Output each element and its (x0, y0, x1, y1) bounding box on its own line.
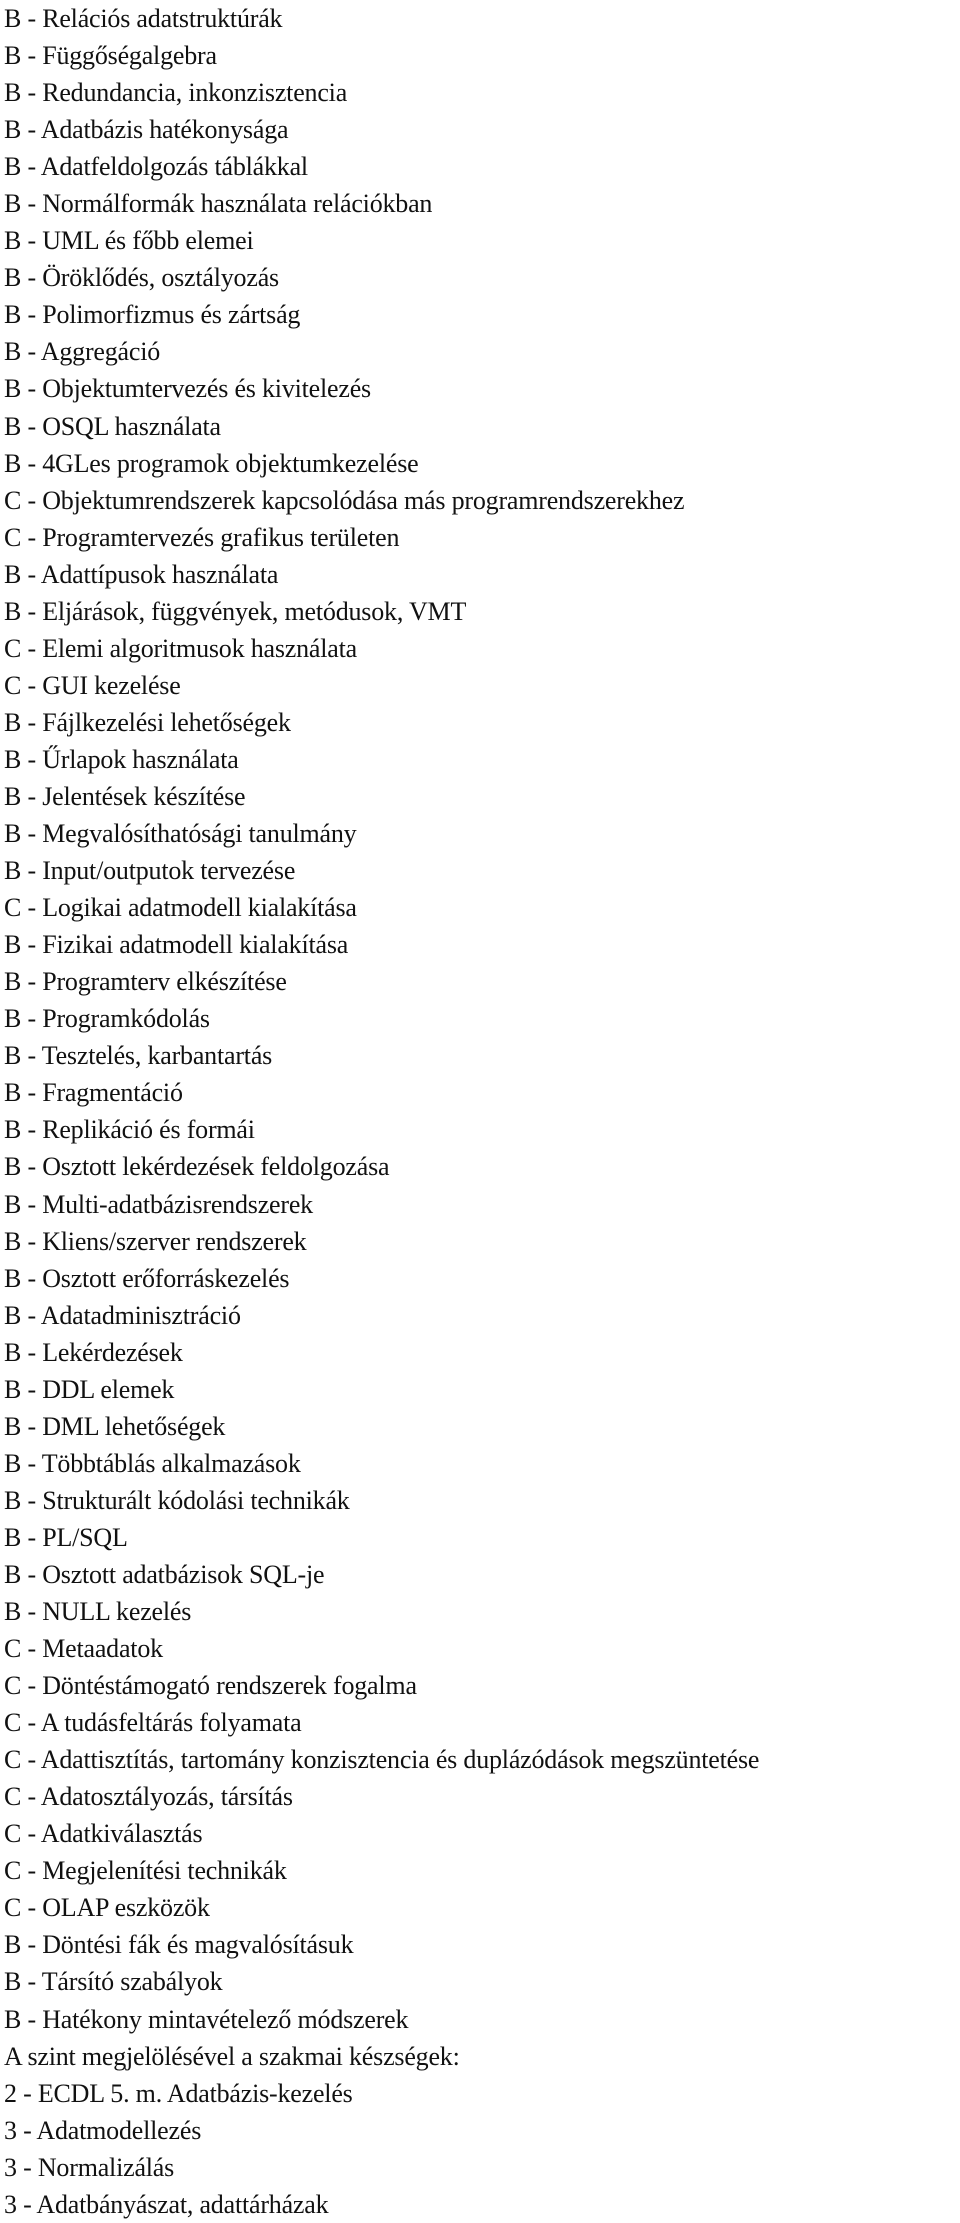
text-line: B - Lekérdezések (4, 1337, 183, 1367)
text-line: C - Megjelenítési technikák (4, 1856, 287, 1886)
text-line: B - Aggregáció (4, 337, 161, 367)
text-line: B - Osztott adatbázisok SQL-je (4, 1559, 325, 1589)
text-line: C - Metaadatok (4, 1634, 163, 1664)
text-line: B - Fájlkezelési lehetőségek (4, 707, 291, 737)
text-line: B - Adatadminisztráció (4, 1300, 241, 1330)
text-line: B - Megvalósíthatósági tanulmány (4, 819, 357, 849)
text-line: B - DML lehetőségek (4, 1411, 226, 1441)
text-line: B - Programkódolás (4, 1004, 210, 1034)
text-line: C - Elemi algoritmusok használata (4, 633, 357, 663)
text-line: C - Logikai adatmodell kialakítása (4, 893, 357, 923)
document-text (4, 0, 954, 2223)
text-line: B - Adattípusok használata (4, 559, 279, 589)
text-line: B - Kliens/szerver rendszerek (4, 1226, 307, 1256)
text-line: C - Döntéstámogató rendszerek fogalma (4, 1671, 417, 1701)
text-line: B - Döntési fák és magvalósításuk (4, 1930, 354, 1960)
text-line: C - Programtervezés grafikus területen (4, 522, 400, 552)
text-line: 2 - ECDL 5. m. Adatbázis-kezelés (4, 2078, 353, 2108)
text-line: B - Normálformák használata relációkban (4, 189, 433, 219)
text-line: C - Adatosztályozás, társítás (4, 1782, 293, 1812)
text-line: B - PL/SQL (4, 1522, 128, 1552)
text-line: B - Programterv elkészítése (4, 967, 287, 997)
text-line: B - Relációs adatstruktúrák (4, 4, 283, 33)
text-line: B - Osztott erőforráskezelés (4, 1263, 290, 1293)
text-line: B - Tesztelés, karbantartás (4, 1041, 273, 1071)
text-line: B - Polimorfizmus és zártság (4, 300, 301, 330)
text-line: B - OSQL használata (4, 411, 221, 441)
text-line: B - Hatékony mintavételező módszerek (4, 2004, 409, 2034)
text-line: B - Eljárások, függvények, metódusok, VMT (4, 596, 467, 626)
text-line: B - DDL elemek (4, 1374, 175, 1404)
text-line: B - Strukturált kódolási technikák (4, 1485, 350, 1515)
text-line: B - Replikáció és formái (4, 1115, 255, 1145)
text-line: C - Adattisztítás, tartomány konzisztencia és duplázódások megszüntetése (4, 1745, 760, 1775)
text-line: B - NULL kezelés (4, 1597, 192, 1627)
text-line: C - Adatkiválasztás (4, 1819, 203, 1849)
text-line: 3 - Adatmodellezés (4, 2115, 202, 2145)
text-line: B - Objektumtervezés és kivitelezés (4, 374, 371, 404)
text-line: B - Jelentések készítése (4, 781, 246, 811)
text-line: B - 4GLes programok objektumkezelése (4, 448, 419, 478)
text-line: C - A tudásfeltárás folyamata (4, 1708, 302, 1738)
text-line: C - OLAP eszközök (4, 1893, 210, 1923)
text-line: B - Űrlapok használata (4, 744, 239, 774)
text-line: A szint megjelölésével a szakmai készségek: (4, 2041, 460, 2071)
text-line: 3 - Normalizálás (4, 2152, 175, 2182)
text-line: B - Osztott lekérdezések feldolgozása (4, 1152, 390, 1182)
text-line: C - Objektumrendszerek kapcsolódása más programrendszerekhez (4, 485, 685, 515)
text-line: B - Függőségalgebra (4, 41, 217, 71)
text-line: B - Öröklődés, osztályozás (4, 263, 279, 293)
text-line: B - Input/outputok tervezése (4, 856, 296, 886)
text-line: 3 - Adatbányászat, adattárházak (4, 2189, 329, 2219)
text-line: B - Fizikai adatmodell kialakítása (4, 930, 349, 960)
text-line: B - Adatfeldolgozás táblákkal (4, 152, 308, 182)
text-line: B - Multi-adatbázisrendszerek (4, 1189, 313, 1219)
text-line: C - GUI kezelése (4, 670, 181, 700)
text-line: B - Redundancia, inkonzisztencia (4, 78, 348, 108)
text-line: B - Adatbázis hatékonysága (4, 115, 289, 145)
text-line: B - Társító szabályok (4, 1967, 223, 1997)
text-line: B - Többtáblás alkalmazások (4, 1448, 301, 1478)
text-line: B - Fragmentáció (4, 1078, 183, 1108)
text-line: B - UML és főbb elemei (4, 226, 254, 256)
